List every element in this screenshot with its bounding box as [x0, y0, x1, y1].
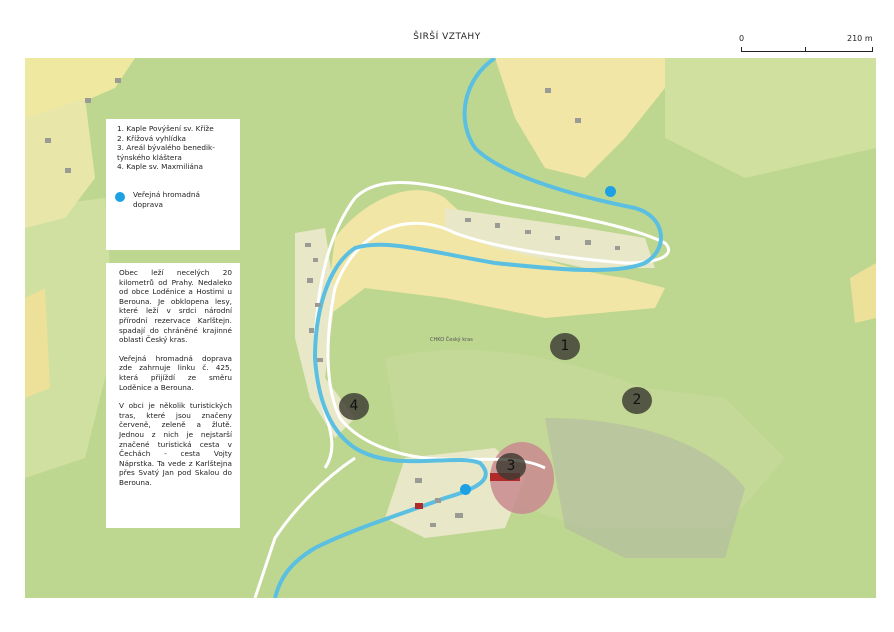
info-paragraph: Obec leží necelých 20 kilometrů od Prahy. Nedaleko od obce Loděnice a Hostimi u Berouna. Je obklopena lesy, které leží v srdci národní přírodní rezervace Karlštejn. spadají do chráněné krajinné oblasti Český kras. [119, 268, 232, 345]
legend-transit-label: doprava [133, 199, 163, 209]
legend-transit-label: Veřejná hromadná [133, 190, 200, 199]
legend-list [106, 119, 240, 172]
info-paragraph: V obci je několik turistických tras, které jsou značeny červeně, zeleně a žlutě. Jednou z nich je nejstarší značené turistická cesta v Čechách - cesta Vojty Náprstka. Ta vede z Karlštejna přes Svatý Jan pod Skalou do Berouna. [119, 401, 232, 487]
scale-bar-tick [805, 47, 806, 51]
scale-max-label: 210 m [847, 34, 873, 43]
marker-4[interactable]: 4 [339, 393, 369, 420]
marker-3[interactable]: 3 [496, 453, 526, 480]
transit-dot-icon [115, 192, 125, 202]
scale-bar-line [741, 47, 873, 52]
legend-item: 4. Kaple sv. Maxmiliána [117, 162, 203, 172]
marker-1[interactable]: 1 [550, 333, 580, 360]
legend-item: 1. Kaple Povýšení sv. Kříže [117, 124, 214, 133]
legend-box [106, 119, 240, 250]
church-building [415, 503, 423, 509]
legend-item: 2. Křížová vyhlídka [117, 133, 187, 143]
legend-item: týnského kláštera [117, 152, 182, 162]
legend-item: 3. Areál bývalého benedik- [117, 143, 215, 153]
transit-stop-south[interactable] [460, 484, 471, 495]
marker-2[interactable]: 2 [622, 387, 652, 414]
scale-zero-label: 0 [739, 34, 745, 43]
scale-bar [735, 34, 875, 54]
chko-label: CHKO Český kras [430, 337, 473, 343]
legend-transit [115, 190, 235, 209]
info-box [106, 263, 240, 528]
transit-stop-north[interactable] [605, 186, 616, 197]
page-title: ŠIRŠÍ VZTAHY [413, 32, 481, 42]
info-paragraph: Veřejná hromadná doprava zde zahrnuje linku č. 425, která přijíždí ze směru Loděnice a Berouna. [119, 353, 232, 392]
